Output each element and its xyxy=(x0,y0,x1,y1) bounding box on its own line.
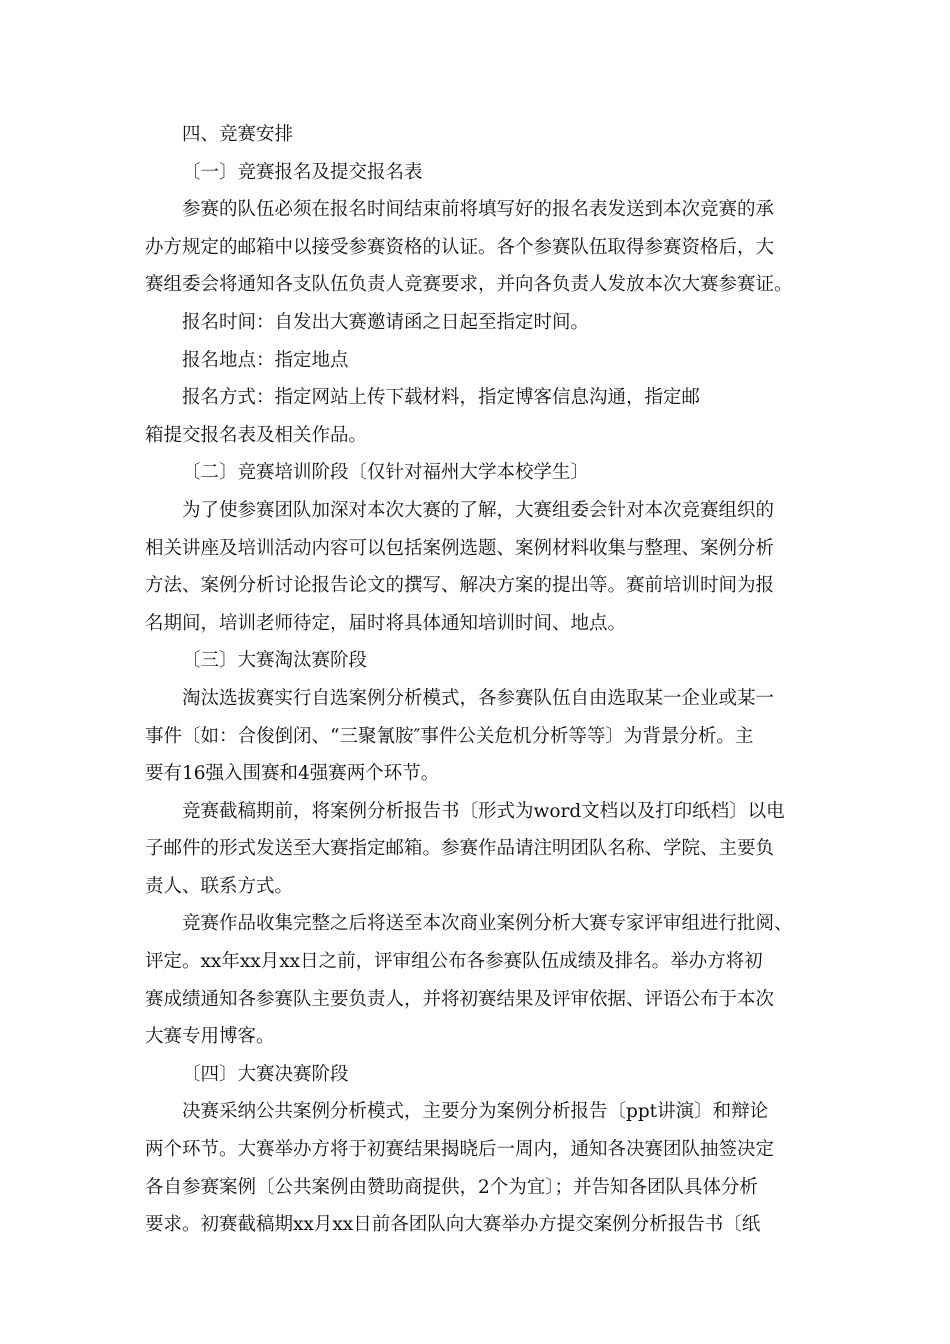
text-line: 事件〔如：合俊倒闭、“三聚氰胺″事件公关危机分析等等〕为背景分析。主 xyxy=(145,725,754,747)
text-line: 决赛采纳公共案例分析模式，主要分为案例分析报告〔ppt讲演〕和辩论 xyxy=(182,1101,769,1123)
text-line: 评定。xx年xx月xx日之前，评审组公布各参赛队伍成绩及排名。举办方将初 xyxy=(145,951,763,973)
text-line: 箱提交报名表及相关作品。 xyxy=(145,424,368,446)
text-line: 赛成绩通知各参赛队主要负责人，并将初赛结果及评审依据、评语公布于本次 xyxy=(145,988,775,1010)
text-line: 要求。初赛截稿期xx月xx日前各团队向大赛举办方提交案例分析报告书〔纸 xyxy=(145,1214,761,1236)
document-body xyxy=(145,116,813,1244)
text-line: 名期间，培训老师待定，届时将具体通知培训时间、地点。 xyxy=(145,612,627,634)
text-line: 淘汰选拔赛实行自选案例分析模式，各参赛队伍自由选取某一企业或某一 xyxy=(182,687,775,709)
text-line: 各自参赛案例〔公共案例由赞助商提供，2个为宜〕；并告知各团队具体分析 xyxy=(145,1176,759,1198)
text-line: 四、竞赛安排 xyxy=(182,124,294,145)
text-line: 为了使参赛团队加深对本次大赛的了解，大赛组委会针对本次竞赛组织的 xyxy=(182,499,775,521)
text-line: 两个环节。大赛举办方将于初赛结果揭晓后一周内，通知各决赛团队抽签决定 xyxy=(145,1139,775,1161)
text-line: 竞赛截稿期前，将案例分析报告书〔形式为word文档以及打印纸档〕以电 xyxy=(182,800,785,822)
text-line: 报名地点：指定地点 xyxy=(182,349,349,371)
text-line: 参赛的队伍必须在报名时间结束前将填写好的报名表发送到本次竞赛的承 xyxy=(182,199,775,221)
text-line: 相关讲座及培训活动内容可以包括案例选题、案例材料收集与整理、案例分析 xyxy=(145,537,775,559)
text-line: 报名时间：自发出大赛邀请函之日起至指定时间。 xyxy=(182,311,590,333)
text-line: 办方规定的邮箱中以接受参赛资格的认证。各个参赛队伍取得参赛资格后，大 xyxy=(145,236,775,258)
text-line: 要有16强入围赛和4强赛两个环节。 xyxy=(145,763,440,785)
text-line: 大赛专用博客。 xyxy=(145,1026,275,1048)
text-line: 责人、联系方式。 xyxy=(145,875,294,897)
text-line: 竞赛作品收集完整之后将送至本次商业案例分析大赛专家评审组进行批阅、 xyxy=(182,913,793,935)
text-line: 〔二〕竞赛培训阶段〔仅针对福州大学本校学生〕 xyxy=(182,462,590,484)
text-line: 子邮件的形式发送至大赛指定邮箱。参赛作品请注明团队名称、学院、主要负 xyxy=(145,838,775,860)
text-line: 赛组委会将通知各支队伍负责人竞赛要求，并向各负责人发放本次大赛参赛证。 xyxy=(145,274,793,296)
text-line: 〔一〕竞赛报名及提交报名表 xyxy=(182,161,423,183)
text-line: 方法、案例分析讨论报告论文的撰写、解决方案的提出等。赛前培训时间为报 xyxy=(145,575,775,597)
text-line: 〔四〕大赛决赛阶段 xyxy=(182,1063,349,1085)
text-line: 报名方式：指定网站上传下载材料，指定博客信息沟通，指定邮 xyxy=(182,387,701,409)
text-line: 〔三〕大赛淘汰赛阶段 xyxy=(182,650,368,672)
